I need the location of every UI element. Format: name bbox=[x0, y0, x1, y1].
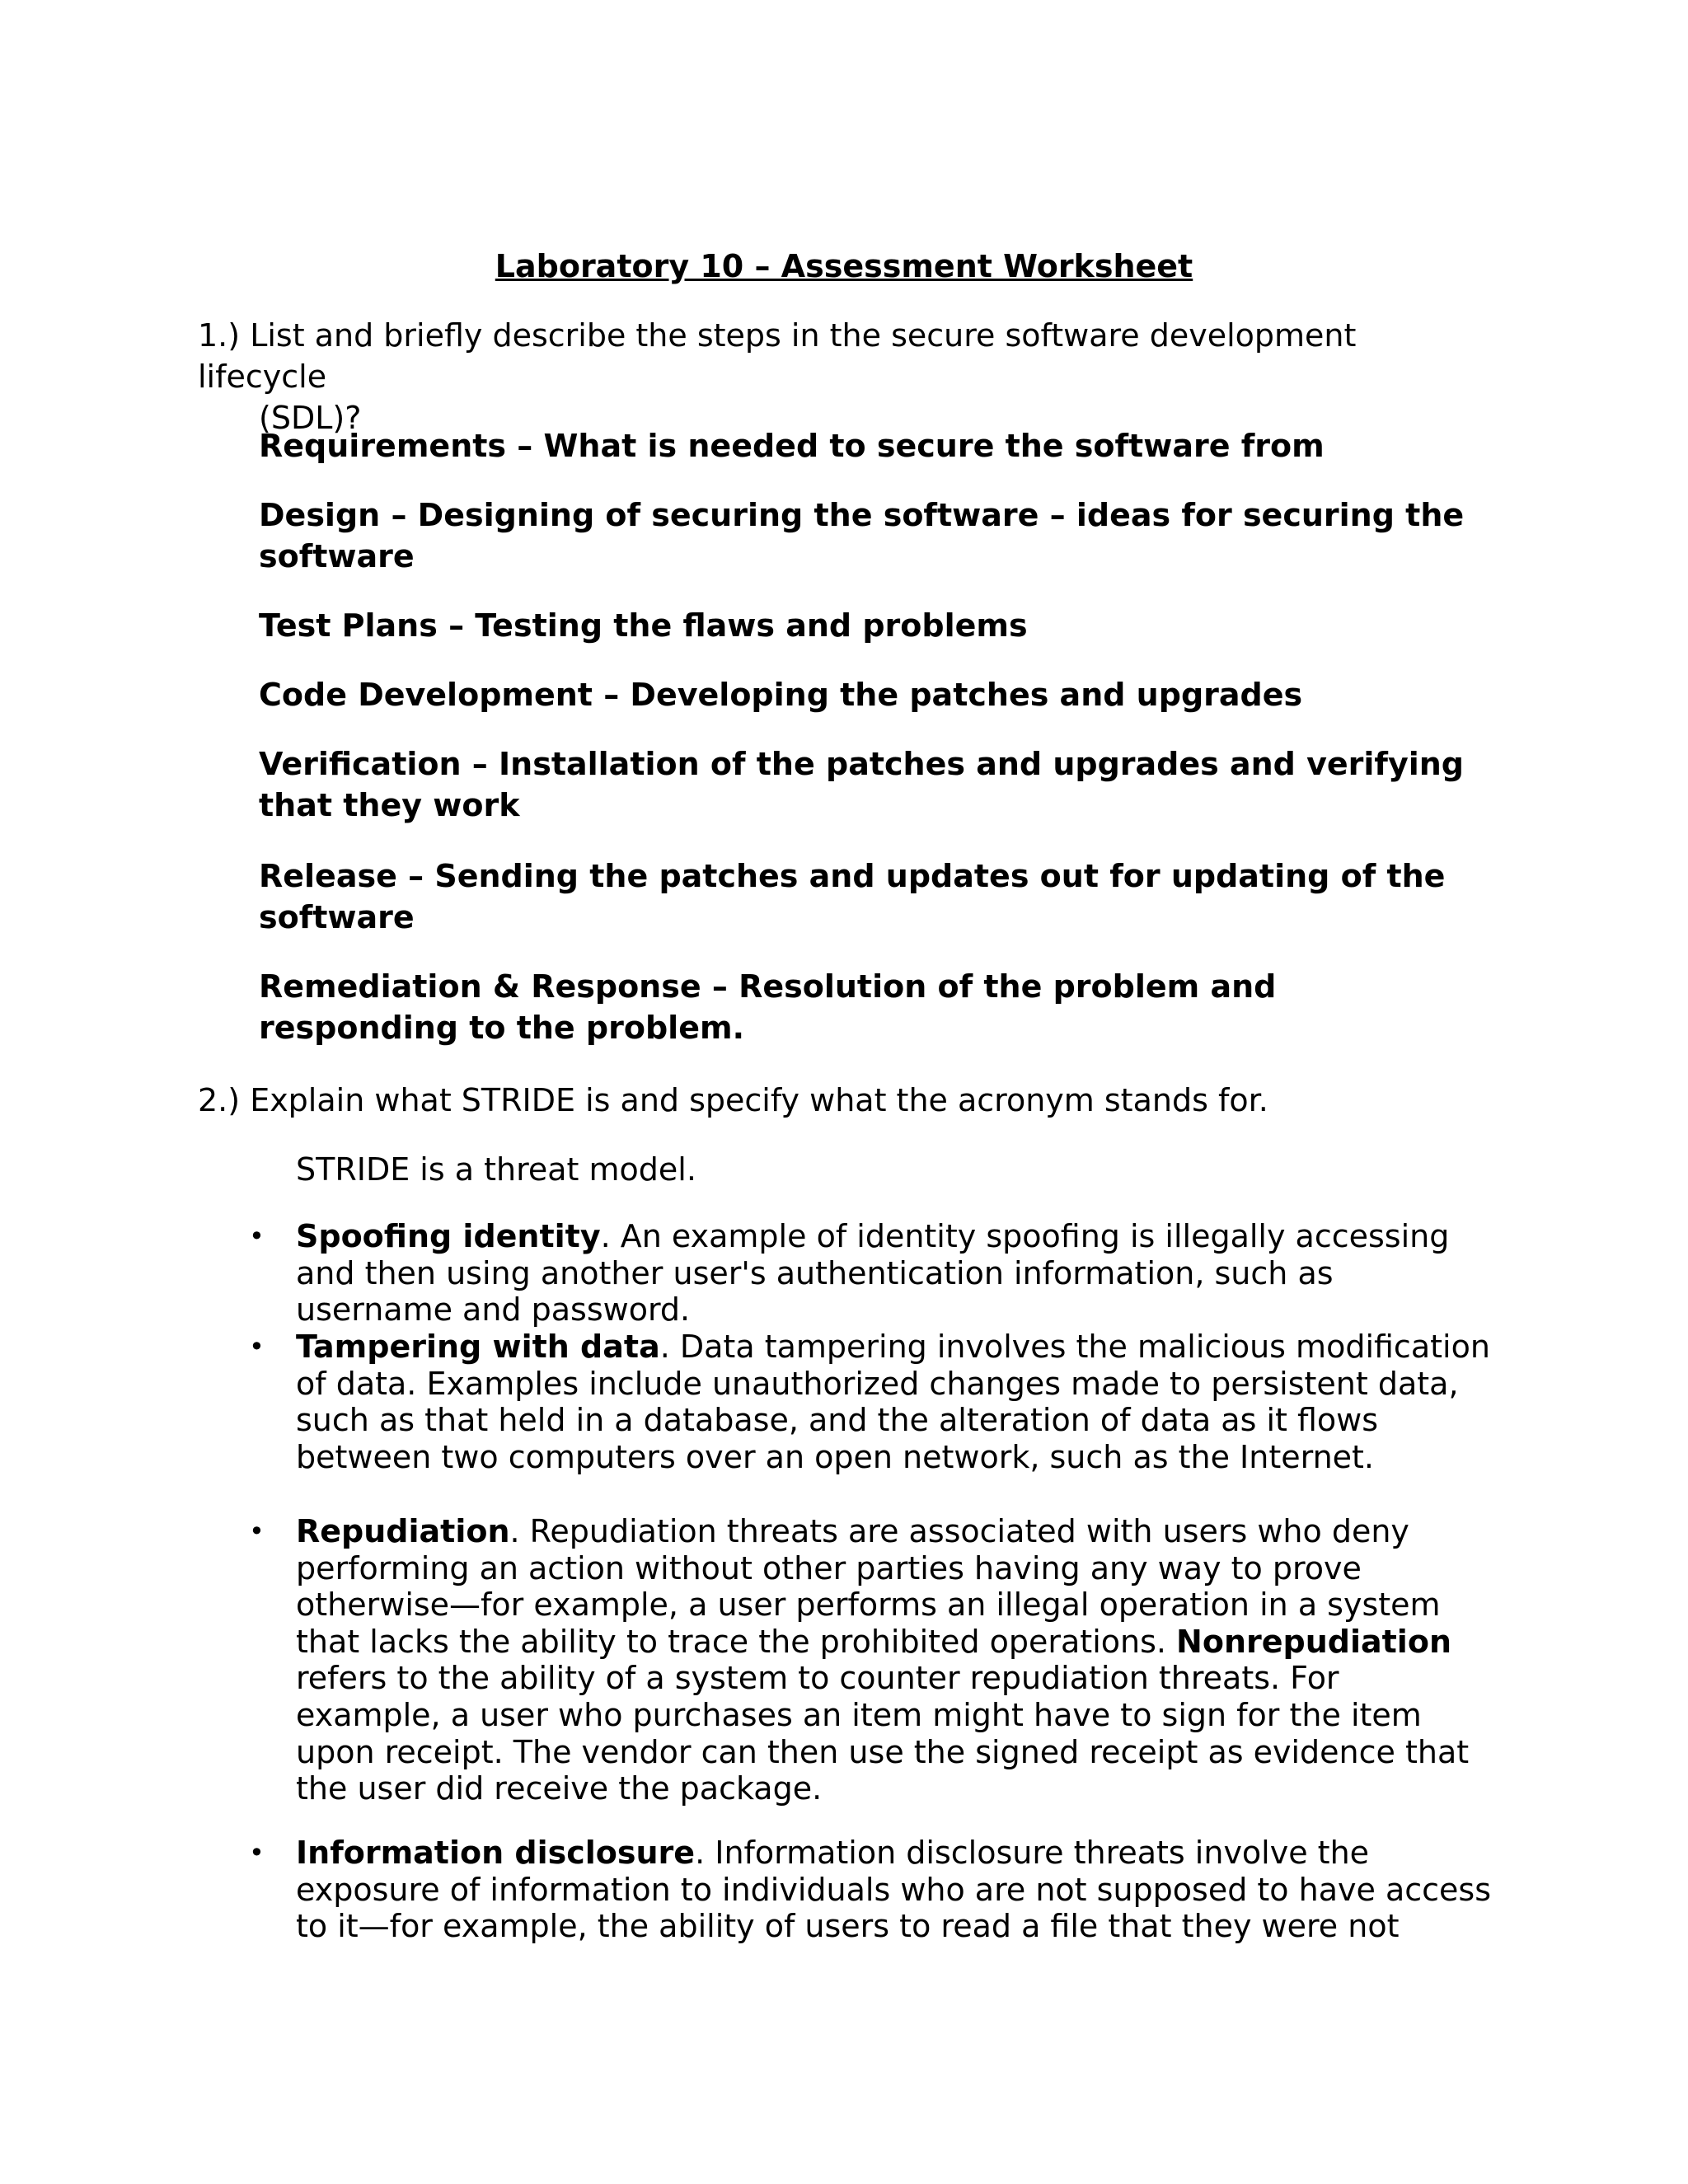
answer-design: Design – Designing of securing the software – ideas for securing the software bbox=[259, 497, 1465, 574]
page-title: Laboratory 10 – Assessment Worksheet bbox=[495, 248, 1193, 284]
bullet-text: . An example of identity spoofing is illegally accessing and then using another user's authentication information, such as username and password. bbox=[296, 1218, 1450, 1329]
question-2-text: Explain what STRIDE is and specify what the acronym stands for. bbox=[250, 1082, 1268, 1118]
answer-code-development: Code Development – Developing the patches and upgrades bbox=[259, 677, 1303, 713]
bullet-icon: • bbox=[249, 1516, 265, 1547]
answer-release: Release – Sending the patches and updates out for updating of the software bbox=[259, 858, 1446, 935]
bullet-information-disclosure bbox=[249, 1835, 1491, 1945]
bullet-term-nonrepudiation: Nonrepudiation bbox=[1176, 1623, 1451, 1660]
bullet-icon: • bbox=[249, 1837, 265, 1868]
question-1-number: 1.) bbox=[198, 317, 241, 354]
answer-verification: Verification – Installation of the patches and upgrades and verifying that they work bbox=[259, 746, 1464, 823]
bullet-text-continued: refers to the ability of a system to counter repudiation threats. For example, a user who purchases an item might have to sign for the item upon receipt. The vendor can then use the signed receipt as evidence that the user did receive the package. bbox=[296, 1660, 1470, 1807]
answer-remediation-response: Remediation & Response – Resolution of the problem and responding to the problem. bbox=[259, 968, 1277, 1046]
question-2 bbox=[198, 1080, 1484, 1121]
bullet-term: Repudiation bbox=[296, 1513, 510, 1549]
question-1 bbox=[198, 315, 1484, 438]
answer-requirements: Requirements – What is needed to secure the software from bbox=[259, 428, 1325, 464]
question-1-text: List and briefly describe the steps in the secure software development lifecycle bbox=[198, 317, 1357, 395]
bullet-repudiation bbox=[249, 1513, 1491, 1807]
bullet-tampering-with-data bbox=[249, 1329, 1491, 1475]
question-1-text-continued: (SDL)? bbox=[259, 400, 362, 436]
bullet-text: . Data tampering involves the malicious modification of data. Examples include unauthorized changes made to persistent data, such as that held in a database, and the alteration of data as it flows between two computers over an open network, such as the Internet. bbox=[296, 1329, 1490, 1475]
question-2-number: 2.) bbox=[198, 1082, 241, 1118]
answer-test-plans: Test Plans – Testing the flaws and problems bbox=[259, 607, 1028, 644]
stride-intro: STRIDE is a threat model. bbox=[296, 1151, 696, 1188]
bullet-term: Information disclosure bbox=[296, 1835, 696, 1871]
bullet-text: . Repudiation threats are associated with users who deny performing an action without other parties having any way to prove otherwise—for example, a user performs an illegal operation in a system that lacks the ability to trace the prohibited operations. bbox=[296, 1513, 1441, 1660]
bullet-icon: • bbox=[249, 1221, 265, 1252]
bullet-term: Tampering with data bbox=[296, 1329, 660, 1365]
bullet-text: . Information disclosure threats involve the exposure of information to individuals who are not supposed to have access to it—for example, the ability of users to read a file that they were not bbox=[296, 1835, 1491, 1945]
bullet-spoofing-identity bbox=[249, 1218, 1491, 1329]
bullet-icon: • bbox=[249, 1331, 265, 1362]
bullet-term: Spoofing identity bbox=[296, 1218, 601, 1254]
